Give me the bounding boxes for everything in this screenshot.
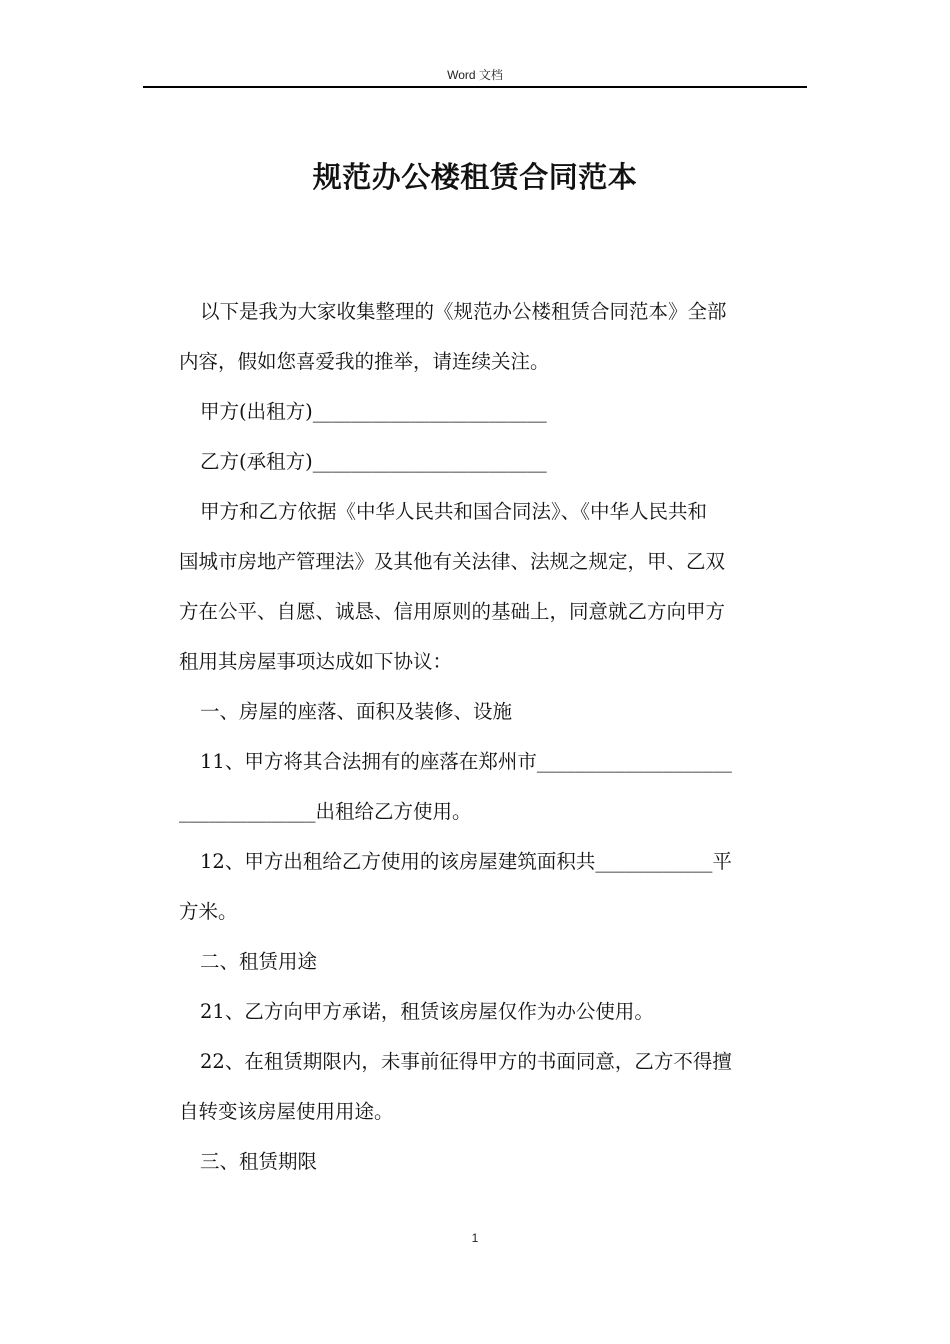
clause-12-line-2: 方米。	[179, 900, 238, 923]
clause-22-line-2: 自转变该房屋使用用途。	[179, 1100, 394, 1123]
party-b-line: 乙方(承租方)________________________	[200, 450, 547, 473]
document-title: 规范办公楼租赁合同范本	[312, 160, 638, 194]
clause-11-line-1: 11、甲方将其合法拥有的座落在郑州市____________________	[200, 750, 732, 773]
clause-21: 21、乙方向甲方承诺，租赁该房屋仅作为办公使用。	[200, 1000, 654, 1023]
page-header: Word 文档	[447, 68, 503, 82]
basis-line-2: 国城市房地产管理法》及其他有关法律、法规之规定，甲、乙双	[179, 550, 726, 573]
basis-line-3: 方在公平、自愿、诚恳、信用原则的基础上，同意就乙方向甲方	[179, 600, 726, 623]
clause-11-line-2: ______________出租给乙方使用。	[179, 800, 472, 823]
section-3-heading: 三、租赁期限	[200, 1150, 318, 1173]
intro-line-1: 以下是我为大家收集整理的《规范办公楼租赁合同范本》全部	[200, 300, 727, 323]
document-body	[179, 287, 802, 1187]
basis-line-4: 租用其房屋事项达成如下协议：	[179, 650, 453, 673]
party-a-line: 甲方(出租方)________________________	[200, 400, 547, 423]
section-2-heading: 二、租赁用途	[200, 950, 318, 973]
basis-line-1: 甲方和乙方依据《中华人民共和国合同法》、《中华人民共和	[200, 500, 708, 523]
clause-22-line-1: 22、在租赁期限内，未事前征得甲方的书面同意，乙方不得擅	[200, 1050, 732, 1073]
header-divider	[143, 86, 807, 88]
clause-12-line-1: 12、甲方出租给乙方使用的该房屋建筑面积共____________平	[200, 850, 732, 873]
intro-line-2: 内容，假如您喜爱我的推举，请连续关注。	[179, 350, 550, 373]
page-number: 1	[471, 1231, 479, 1245]
section-1-heading: 一、房屋的座落、面积及装修、设施	[200, 700, 513, 723]
